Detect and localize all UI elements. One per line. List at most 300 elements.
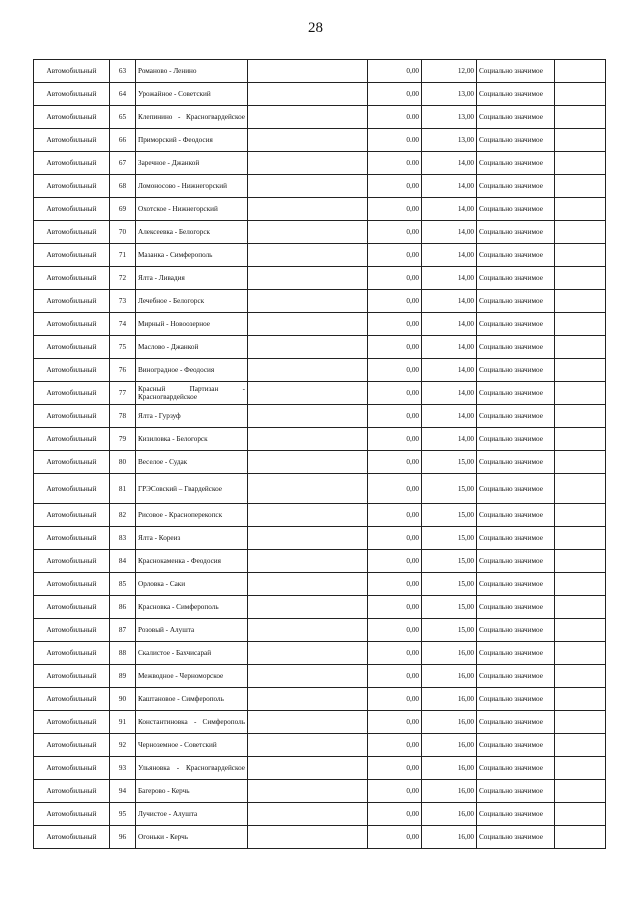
empty-cell [248, 221, 368, 244]
route-name-cell: Красный Партизан - Красногвардейское [136, 382, 248, 405]
empty-cell [248, 83, 368, 106]
empty-cell [248, 665, 368, 688]
status-cell: Социально значимое [477, 596, 555, 619]
empty-cell [248, 267, 368, 290]
table-row [34, 504, 606, 527]
route-type-cell: Автомобильный [34, 665, 110, 688]
route-name-cell: Ялта - Гурзуф [136, 405, 248, 428]
status-cell: Социально значимое [477, 129, 555, 152]
empty-cell [555, 734, 606, 757]
status-cell: Социально значимое [477, 711, 555, 734]
value-a-cell: 0,00 [368, 504, 422, 527]
value-a-cell: 0,00 [368, 642, 422, 665]
route-type-cell: Автомобильный [34, 175, 110, 198]
route-type-cell: Автомобильный [34, 757, 110, 780]
empty-cell [555, 711, 606, 734]
route-type-cell: Автомобильный [34, 405, 110, 428]
route-type-cell: Автомобильный [34, 780, 110, 803]
status-cell: Социально значимое [477, 313, 555, 336]
route-number-cell: 89 [110, 665, 136, 688]
route-type-cell: Автомобильный [34, 642, 110, 665]
status-cell: Социально значимое [477, 382, 555, 405]
value-b-cell: 16,00 [422, 780, 477, 803]
status-cell: Социально значимое [477, 60, 555, 83]
table-row [34, 474, 606, 504]
route-name-cell: Черноземное - Советский [136, 734, 248, 757]
route-number-cell: 96 [110, 826, 136, 849]
route-number-cell: 85 [110, 573, 136, 596]
route-number-cell: 94 [110, 780, 136, 803]
value-a-cell: 0,00 [368, 175, 422, 198]
status-cell: Социально значимое [477, 244, 555, 267]
value-b-cell: 13,00 [422, 106, 477, 129]
table-row [34, 60, 606, 83]
route-number-cell: 78 [110, 405, 136, 428]
value-a-cell: 0,00 [368, 382, 422, 405]
empty-cell [248, 474, 368, 504]
empty-cell [555, 474, 606, 504]
route-name-cell: Заречное - Джанкой [136, 152, 248, 175]
route-number-cell: 71 [110, 244, 136, 267]
value-b-cell: 14,00 [422, 290, 477, 313]
value-a-cell: 0,00 [368, 359, 422, 382]
route-number-cell: 75 [110, 336, 136, 359]
route-name-cell: Мазанка - Симферополь [136, 244, 248, 267]
route-name-cell: Ялта - Кореиз [136, 527, 248, 550]
value-a-cell: 0,00 [368, 550, 422, 573]
table-row [34, 313, 606, 336]
status-cell: Социально значимое [477, 336, 555, 359]
value-a-cell: 0,00 [368, 198, 422, 221]
route-name-cell: Рисовое - Красноперекопск [136, 504, 248, 527]
empty-cell [248, 504, 368, 527]
table-row [34, 290, 606, 313]
value-b-cell: 15,00 [422, 573, 477, 596]
table-row [34, 803, 606, 826]
route-number-cell: 90 [110, 688, 136, 711]
route-number-cell: 77 [110, 382, 136, 405]
route-number-cell: 72 [110, 267, 136, 290]
route-number-cell: 91 [110, 711, 136, 734]
value-a-cell: 0,00 [368, 451, 422, 474]
empty-cell [555, 198, 606, 221]
value-a-cell: 0,00 [368, 734, 422, 757]
value-b-cell: 16,00 [422, 665, 477, 688]
value-a-cell: 0,00 [368, 221, 422, 244]
route-name-cell: Константиновка - Симферополь [136, 711, 248, 734]
value-a-cell: 0,00 [368, 596, 422, 619]
route-type-cell: Автомобильный [34, 734, 110, 757]
route-type-cell: Автомобильный [34, 550, 110, 573]
table-row [34, 688, 606, 711]
empty-cell [555, 336, 606, 359]
empty-cell [555, 665, 606, 688]
value-b-cell: 14,00 [422, 198, 477, 221]
route-type-cell: Автомобильный [34, 267, 110, 290]
route-type-cell: Автомобильный [34, 290, 110, 313]
route-name-cell: Ульяновка - Красногвардейское [136, 757, 248, 780]
empty-cell [248, 175, 368, 198]
empty-cell [248, 336, 368, 359]
value-b-cell: 14,00 [422, 267, 477, 290]
empty-cell [555, 359, 606, 382]
value-b-cell: 16,00 [422, 734, 477, 757]
route-number-cell: 88 [110, 642, 136, 665]
empty-cell [248, 428, 368, 451]
route-type-cell: Автомобильный [34, 527, 110, 550]
table-row [34, 244, 606, 267]
table-row [34, 550, 606, 573]
empty-cell [555, 83, 606, 106]
table-row [34, 221, 606, 244]
value-a-cell: 0,00 [368, 244, 422, 267]
table-row [34, 106, 606, 129]
value-a-cell: 0.00 [368, 129, 422, 152]
route-name-cell: Скалистое - Бахчисарай [136, 642, 248, 665]
route-name-cell: Урожайное - Советский [136, 83, 248, 106]
value-b-cell: 15,00 [422, 504, 477, 527]
route-number-cell: 76 [110, 359, 136, 382]
route-type-cell: Автомобильный [34, 711, 110, 734]
empty-cell [248, 711, 368, 734]
value-b-cell: 14,00 [422, 175, 477, 198]
route-name-cell: Лечебное - Белогорск [136, 290, 248, 313]
route-type-cell: Автомобильный [34, 474, 110, 504]
route-type-cell: Автомобильный [34, 504, 110, 527]
route-type-cell: Автомобильный [34, 221, 110, 244]
status-cell: Социально значимое [477, 734, 555, 757]
value-b-cell: 14,00 [422, 313, 477, 336]
value-b-cell: 14,00 [422, 244, 477, 267]
status-cell: Социально значимое [477, 642, 555, 665]
empty-cell [248, 826, 368, 849]
value-a-cell: 0,00 [368, 665, 422, 688]
value-a-cell: 0,00 [368, 527, 422, 550]
status-cell: Социально значимое [477, 550, 555, 573]
empty-cell [248, 382, 368, 405]
empty-cell [555, 244, 606, 267]
value-a-cell: 0,00 [368, 826, 422, 849]
status-cell: Социально значимое [477, 451, 555, 474]
status-cell: Социально значимое [477, 504, 555, 527]
status-cell: Социально значимое [477, 573, 555, 596]
empty-cell [555, 688, 606, 711]
empty-cell [248, 642, 368, 665]
value-b-cell: 12,00 [422, 60, 477, 83]
table-row [34, 619, 606, 642]
route-number-cell: 83 [110, 527, 136, 550]
empty-cell [248, 550, 368, 573]
route-type-cell: Автомобильный [34, 619, 110, 642]
empty-cell [555, 550, 606, 573]
status-cell: Социально значимое [477, 527, 555, 550]
route-name-cell: Романово - Ленино [136, 60, 248, 83]
value-a-cell: 0,00 [368, 573, 422, 596]
empty-cell [555, 313, 606, 336]
value-a-cell: 0,00 [368, 619, 422, 642]
status-cell: Социально значимое [477, 780, 555, 803]
route-name-cell: Огоньки - Керчь [136, 826, 248, 849]
empty-cell [248, 780, 368, 803]
empty-cell [555, 642, 606, 665]
empty-cell [555, 60, 606, 83]
route-type-cell: Автомобильный [34, 60, 110, 83]
table-row [34, 152, 606, 175]
table-row [34, 359, 606, 382]
route-type-cell: Автомобильный [34, 106, 110, 129]
route-name-cell: Виноградное - Феодосия [136, 359, 248, 382]
value-a-cell: 0,00 [368, 428, 422, 451]
value-b-cell: 16,00 [422, 711, 477, 734]
empty-cell [248, 757, 368, 780]
table-row [34, 336, 606, 359]
empty-cell [248, 734, 368, 757]
value-b-cell: 16,00 [422, 642, 477, 665]
route-type-cell: Автомобильный [34, 129, 110, 152]
empty-cell [248, 527, 368, 550]
route-name-cell: Ялта - Ливадия [136, 267, 248, 290]
table-row [34, 198, 606, 221]
table-row [34, 711, 606, 734]
value-b-cell: 15,00 [422, 451, 477, 474]
status-cell: Социально значимое [477, 198, 555, 221]
route-type-cell: Автомобильный [34, 803, 110, 826]
route-type-cell: Автомобильный [34, 313, 110, 336]
status-cell: Социально значимое [477, 106, 555, 129]
value-a-cell: 0,00 [368, 780, 422, 803]
route-name-cell: Мирный - Новоозерное [136, 313, 248, 336]
table-row [34, 734, 606, 757]
empty-cell [248, 290, 368, 313]
table-row [34, 382, 606, 405]
table-row [34, 428, 606, 451]
route-name-cell: Краснокаменка - Феодосия [136, 550, 248, 573]
value-a-cell: 0,00 [368, 405, 422, 428]
empty-cell [248, 688, 368, 711]
status-cell: Социально значимое [477, 221, 555, 244]
route-name-cell: Маслово - Джанкой [136, 336, 248, 359]
empty-cell [555, 382, 606, 405]
value-b-cell: 16,00 [422, 826, 477, 849]
empty-cell [248, 359, 368, 382]
routes-table-body [34, 60, 606, 849]
route-name-cell: Веселое - Судак [136, 451, 248, 474]
empty-cell [555, 428, 606, 451]
route-number-cell: 63 [110, 60, 136, 83]
empty-cell [555, 826, 606, 849]
value-a-cell: 0,00 [368, 688, 422, 711]
empty-cell [248, 596, 368, 619]
value-a-cell: 0,00 [368, 474, 422, 504]
empty-cell [248, 152, 368, 175]
empty-cell [555, 405, 606, 428]
value-a-cell: 0,00 [368, 290, 422, 313]
value-a-cell: 0,00 [368, 803, 422, 826]
empty-cell [555, 175, 606, 198]
route-number-cell: 87 [110, 619, 136, 642]
value-b-cell: 14,00 [422, 359, 477, 382]
empty-cell [555, 573, 606, 596]
empty-cell [555, 780, 606, 803]
table-row [34, 665, 606, 688]
empty-cell [555, 757, 606, 780]
value-b-cell: 14,00 [422, 336, 477, 359]
status-cell: Социально значимое [477, 803, 555, 826]
table-row [34, 267, 606, 290]
route-name-cell: Клепинино - Красногвардейское [136, 106, 248, 129]
empty-cell [555, 290, 606, 313]
route-type-cell: Автомобильный [34, 451, 110, 474]
route-number-cell: 69 [110, 198, 136, 221]
route-number-cell: 65 [110, 106, 136, 129]
route-number-cell: 82 [110, 504, 136, 527]
value-a-cell: 0,00 [368, 60, 422, 83]
route-type-cell: Автомобильный [34, 688, 110, 711]
table-row [34, 596, 606, 619]
route-number-cell: 64 [110, 83, 136, 106]
status-cell: Социально значимое [477, 665, 555, 688]
value-b-cell: 13,00 [422, 129, 477, 152]
status-cell: Социально значимое [477, 474, 555, 504]
route-name-cell: Розовый - Алушта [136, 619, 248, 642]
status-cell: Социально значимое [477, 826, 555, 849]
route-type-cell: Автомобильный [34, 428, 110, 451]
empty-cell [248, 619, 368, 642]
route-number-cell: 95 [110, 803, 136, 826]
route-name-cell: Лучистое - Алушта [136, 803, 248, 826]
status-cell: Социально значимое [477, 175, 555, 198]
route-number-cell: 80 [110, 451, 136, 474]
route-type-cell: Автомобильный [34, 359, 110, 382]
route-name-cell: Алексеевка - Белогорск [136, 221, 248, 244]
route-type-cell: Автомобильный [34, 198, 110, 221]
empty-cell [555, 451, 606, 474]
value-b-cell: 14,00 [422, 221, 477, 244]
route-name-cell: Охотское - Нижнегорский [136, 198, 248, 221]
route-number-cell: 68 [110, 175, 136, 198]
value-b-cell: 16,00 [422, 803, 477, 826]
route-number-cell: 74 [110, 313, 136, 336]
route-number-cell: 81 [110, 474, 136, 504]
table-row [34, 826, 606, 849]
empty-cell [555, 267, 606, 290]
route-type-cell: Автомобильный [34, 382, 110, 405]
route-name-cell: Межводное - Черноморское [136, 665, 248, 688]
status-cell: Социально значимое [477, 267, 555, 290]
route-name-cell: Красновка - Симферополь [136, 596, 248, 619]
route-type-cell: Автомобильный [34, 244, 110, 267]
route-name-cell: Кизиловка - Белогорск [136, 428, 248, 451]
table-row [34, 175, 606, 198]
route-number-cell: 79 [110, 428, 136, 451]
route-number-cell: 66 [110, 129, 136, 152]
empty-cell [248, 313, 368, 336]
status-cell: Социально значимое [477, 290, 555, 313]
value-b-cell: 15,00 [422, 550, 477, 573]
empty-cell [248, 803, 368, 826]
table-row [34, 757, 606, 780]
status-cell: Социально значимое [477, 83, 555, 106]
empty-cell [555, 221, 606, 244]
table-row [34, 451, 606, 474]
empty-cell [555, 596, 606, 619]
table-row [34, 405, 606, 428]
route-name-cell: ГРЭСовский – Гвардейское [136, 474, 248, 504]
status-cell: Социально значимое [477, 152, 555, 175]
value-b-cell: 13,00 [422, 83, 477, 106]
value-a-cell: 0,00 [368, 711, 422, 734]
value-a-cell: 0.00 [368, 106, 422, 129]
route-number-cell: 93 [110, 757, 136, 780]
empty-cell [248, 573, 368, 596]
empty-cell [248, 244, 368, 267]
empty-cell [248, 129, 368, 152]
empty-cell [555, 527, 606, 550]
route-name-cell: Приморский - Феодосия [136, 129, 248, 152]
route-type-cell: Автомобильный [34, 596, 110, 619]
table-row [34, 780, 606, 803]
route-number-cell: 67 [110, 152, 136, 175]
value-b-cell: 14,00 [422, 428, 477, 451]
value-a-cell: 0,00 [368, 313, 422, 336]
page-number: 28 [308, 20, 323, 36]
value-b-cell: 15,00 [422, 596, 477, 619]
route-number-cell: 70 [110, 221, 136, 244]
route-type-cell: Автомобильный [34, 83, 110, 106]
table-row [34, 129, 606, 152]
empty-cell [555, 106, 606, 129]
route-name-cell: Ломоносово - Нижнегорский [136, 175, 248, 198]
value-b-cell: 14,00 [422, 405, 477, 428]
value-b-cell: 14,00 [422, 152, 477, 175]
route-number-cell: 92 [110, 734, 136, 757]
status-cell: Социально значимое [477, 688, 555, 711]
status-cell: Социально значимое [477, 359, 555, 382]
empty-cell [555, 504, 606, 527]
route-number-cell: 73 [110, 290, 136, 313]
route-name-cell: Багерово - Керчь [136, 780, 248, 803]
value-b-cell: 16,00 [422, 757, 477, 780]
value-a-cell: 0,00 [368, 336, 422, 359]
value-a-cell: 0,00 [368, 757, 422, 780]
table-row [34, 527, 606, 550]
empty-cell [555, 619, 606, 642]
empty-cell [555, 803, 606, 826]
table-row [34, 573, 606, 596]
route-type-cell: Автомобильный [34, 152, 110, 175]
empty-cell [248, 405, 368, 428]
value-b-cell: 16,00 [422, 688, 477, 711]
value-b-cell: 15,00 [422, 474, 477, 504]
empty-cell [555, 129, 606, 152]
empty-cell [248, 60, 368, 83]
empty-cell [248, 451, 368, 474]
value-a-cell: 0,00 [368, 83, 422, 106]
route-number-cell: 86 [110, 596, 136, 619]
route-number-cell: 84 [110, 550, 136, 573]
table-row [34, 83, 606, 106]
value-a-cell: 0.00 [368, 152, 422, 175]
route-type-cell: Автомобильный [34, 336, 110, 359]
table-row [34, 642, 606, 665]
status-cell: Социально значимое [477, 405, 555, 428]
status-cell: Социально значимое [477, 757, 555, 780]
value-b-cell: 15,00 [422, 527, 477, 550]
route-name-cell: Каштановое - Симферополь [136, 688, 248, 711]
value-b-cell: 14,00 [422, 382, 477, 405]
empty-cell [555, 152, 606, 175]
empty-cell [248, 106, 368, 129]
